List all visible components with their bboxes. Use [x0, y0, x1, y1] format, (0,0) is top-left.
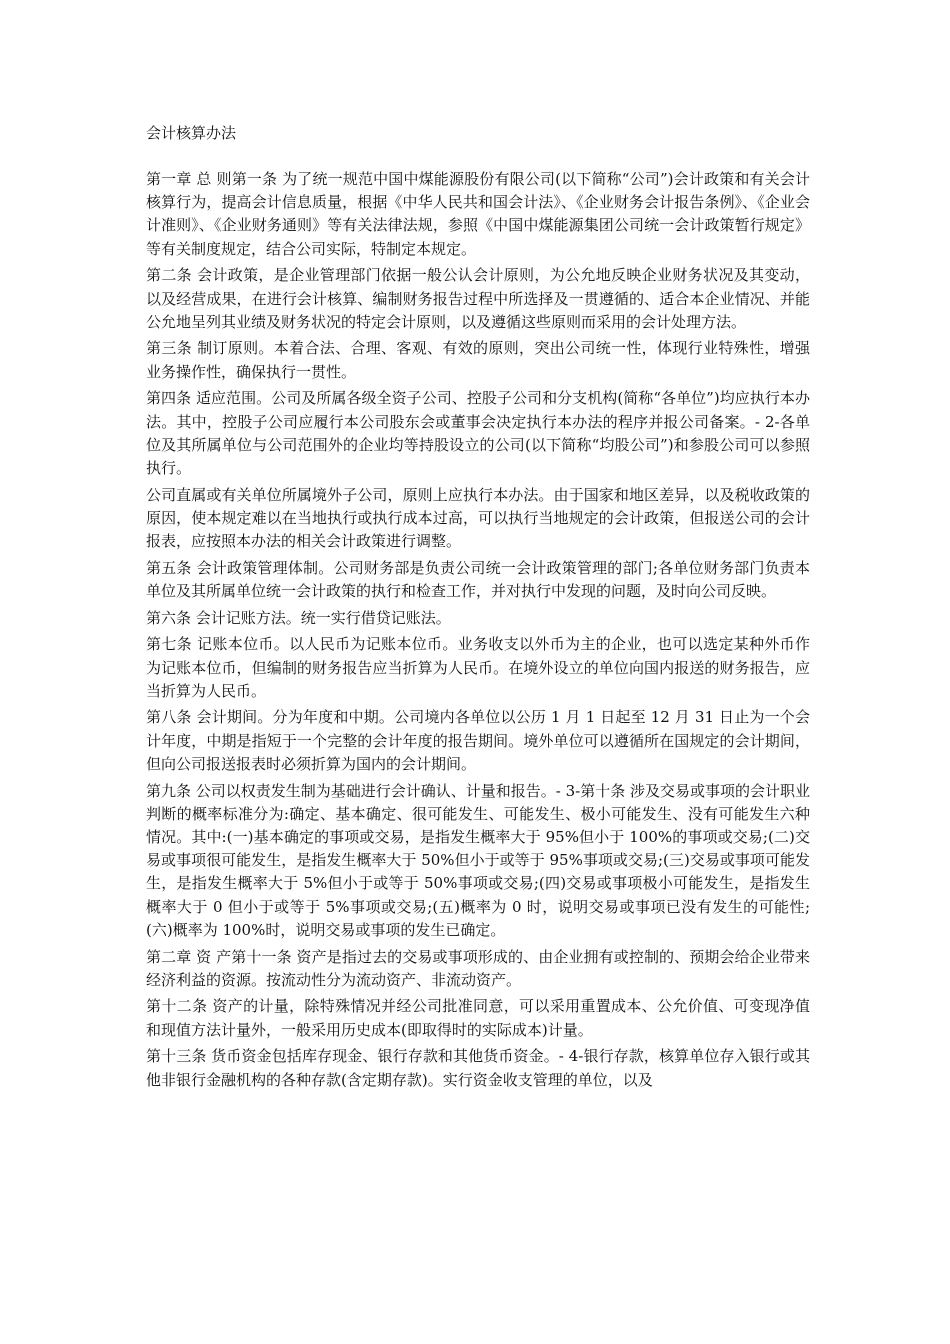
paragraph-article-4: 第四条 适应范围。公司及所属各级全资子公司、控股子公司和分支机构(简称“各单位”)均应执行本办法。其中，控股子公司应履行本公司股东会或董事会决定执行本办法的程序并报公司备案。- 2-各单位及其所属单位与公司范围外的企业均等持股设立的公司(以下简称“均股公司”)和参股公司可以参照执行。 — [146, 389, 810, 477]
paragraph-article-7: 第七条 记账本位币。以人民币为记账本位币。业务收支以外币为主的企业，也可以选定某种外币作为记账本位币，但编制的财务报告应当折算为人民币。在境外设立的单位向国内报送的财务报告，应当折算为人民币。 — [146, 635, 810, 700]
document-body — [146, 168, 810, 1092]
paragraph-overseas-subsidiaries: 公司直属或有关单位所属境外子公司，原则上应执行本办法。由于国家和地区差异，以及税收政策的原因，使本规定难以在当地执行或执行成本过高，可以执行当地规定的会计政策，但报送公司的会计报表，应按照本办法的相关会计政策进行调整。 — [146, 485, 810, 551]
document-page — [146, 122, 810, 1095]
paragraph-article-1: 第一章 总 则第一条 为了统一规范中国中煤能源股份有限公司(以下简称“公司”)会计政策和有关会计核算行为，提高会计信息质量，根据《中华人民共和国会计法》、《企业财务会计报告条例》、《企业会计准则》、《企业财务通则》等有关法律法规，参照《中国中煤能源集团公司统一会计政策暂行规定》等有关制度规定，结合公司实际，特制定本规定。 — [146, 170, 810, 258]
paragraph-article-2: 第二条 会计政策，是企业管理部门依据一般公认会计原则，为公允地反映企业财务状况及其变动，以及经营成果，在进行会计核算、编制财务报告过程中所选择及一贯遵循的、适合本企业情况、并能公允地呈列其业绩及财务状况的特定会计原则，以及遵循这些原则而采用的会计处理方法。 — [146, 266, 810, 331]
paragraph-article-5: 第五条 会计政策管理体制。公司财务部是负责公司统一会计政策管理的部门;各单位财务部门负责本单位及其所属单位统一会计政策的执行和检查工作，并对执行中发现的问题，及时向公司反映。 — [146, 558, 810, 600]
paragraph-article-6: 第六条 会计记账方法。统一实行借贷记账法。 — [146, 608, 451, 627]
paragraph-article-9-10: 第九条 公司以权责发生制为基础进行会计确认、计量和报告。- 3-第十条 涉及交易或事项的会计职业判断的概率标准分为:确定、基本确定、很可能发生、可能发生、极小可能发生、没有可能发生六种情况。其中:(一)基本确定的事项或交易，是指发生概率大于 95%但小于 100%的事项或交易;(二)交易或事项很可能发生，是指发生概率大于 50%但小于或等于 95%事项或交易;(三)交易或事项可能发生，是指发生概率大于 5%但小于或等于 50%事项或交易;(四)交易或事项极小可能发生，是指发生概率大于 0 但小于或等于 5%事项或交易;(五)概率为 0 时，说明交易或事项已没有发生的可能性;(六)概率为 100%时，说明交易或事项的发生已确定。 — [146, 781, 810, 939]
document-title: 会计核算办法 — [146, 124, 237, 142]
paragraph-article-3: 第三条 制订原则。本着合法、合理、客观、有效的原则，突出公司统一性，体现行业特殊性，增强业务操作性，确保执行一贯性。 — [146, 339, 810, 381]
paragraph-article-11: 第二章 资 产第十一条 资产是指过去的交易或事项形成的、由企业拥有或控制的、预期会给企业带来经济利益的资源。按流动性分为流动资产、非流动资产。 — [146, 947, 810, 989]
paragraph-article-13: 第十三条 货币资金包括库存现金、银行存款和其他货币资金。- 4-银行存款，核算单位存入银行或其他非银行金融机构的各种存款(含定期存款)。实行资金收支管理的单位，以及 — [146, 1047, 810, 1089]
paragraph-article-8: 第八条 会计期间。分为年度和中期。公司境内各单位以公历 1 月 1 日起至 12 月 31 日止为一个会计年度，中期是指短于一个完整的会计年度的报告期间。境外单位可以遵循所在国规定的会计期间，但向公司报送报表时必须折算为国内的会计期间。 — [146, 708, 810, 773]
paragraph-article-12: 第十二条 资产的计量，除特殊情况并经公司批准同意，可以采用重置成本、公允价值、可变现净值和现值方法计量外，一般采用历史成本(即取得时的实际成本)计量。 — [146, 997, 810, 1039]
